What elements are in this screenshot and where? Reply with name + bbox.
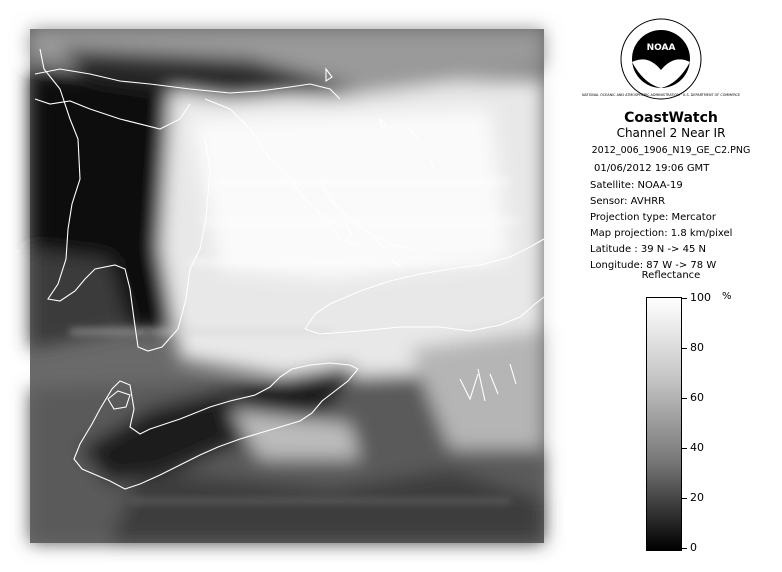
colorbar-tick (681, 298, 687, 299)
colorbar-tick (681, 448, 687, 449)
reflectance-colorbar (646, 297, 682, 551)
colorbar-tick-label: 80 (690, 341, 704, 354)
sensor-label: Sensor: AVHRR (590, 196, 666, 207)
colorbar-tick (681, 498, 687, 499)
colorbar-tick (681, 348, 687, 349)
legend-title: Reflectance (641, 270, 701, 281)
colorbar-tick-label: 40 (690, 441, 704, 454)
brand-title: CoastWatch (624, 110, 718, 126)
legend-unit: % (722, 291, 732, 302)
longitude-label: Longitude: 87 W -> 78 W (590, 260, 717, 271)
cloud-field (30, 29, 544, 543)
colorbar-tick-label: 60 (690, 391, 704, 404)
datetime-label: 01/06/2012 19:06 GMT (594, 163, 710, 174)
svg-text:NOAA: NOAA (646, 43, 676, 53)
colorbar-tick-label: 100 (690, 291, 711, 304)
colorbar-tick (681, 548, 687, 549)
latitude-label: Latitude : 39 N -> 45 N (590, 244, 706, 255)
projection-type-label: Projection type: Mercator (590, 212, 716, 223)
noaa-logo (581, 18, 741, 100)
channel-label: Channel 2 Near IR (616, 126, 726, 140)
colorbar-tick (681, 398, 687, 399)
satellite-image (30, 29, 544, 543)
svg-text:NATIONAL OCEANIC AND ATMOSPHER: NATIONAL OCEANIC AND ATMOSPHERIC ADMINISTRATION · U.S. DEPARTMENT OF COMMERCE (581, 93, 741, 97)
map-projection-label: Map projection: 1.8 km/pixel (590, 228, 733, 239)
colorbar-tick-label: 20 (690, 491, 704, 504)
satellite-label: Satellite: NOAA-19 (590, 180, 683, 191)
filename-label: 2012_006_1906_N19_GE_C2.PNG (591, 145, 751, 156)
colorbar-tick-label: 0 (690, 541, 697, 554)
